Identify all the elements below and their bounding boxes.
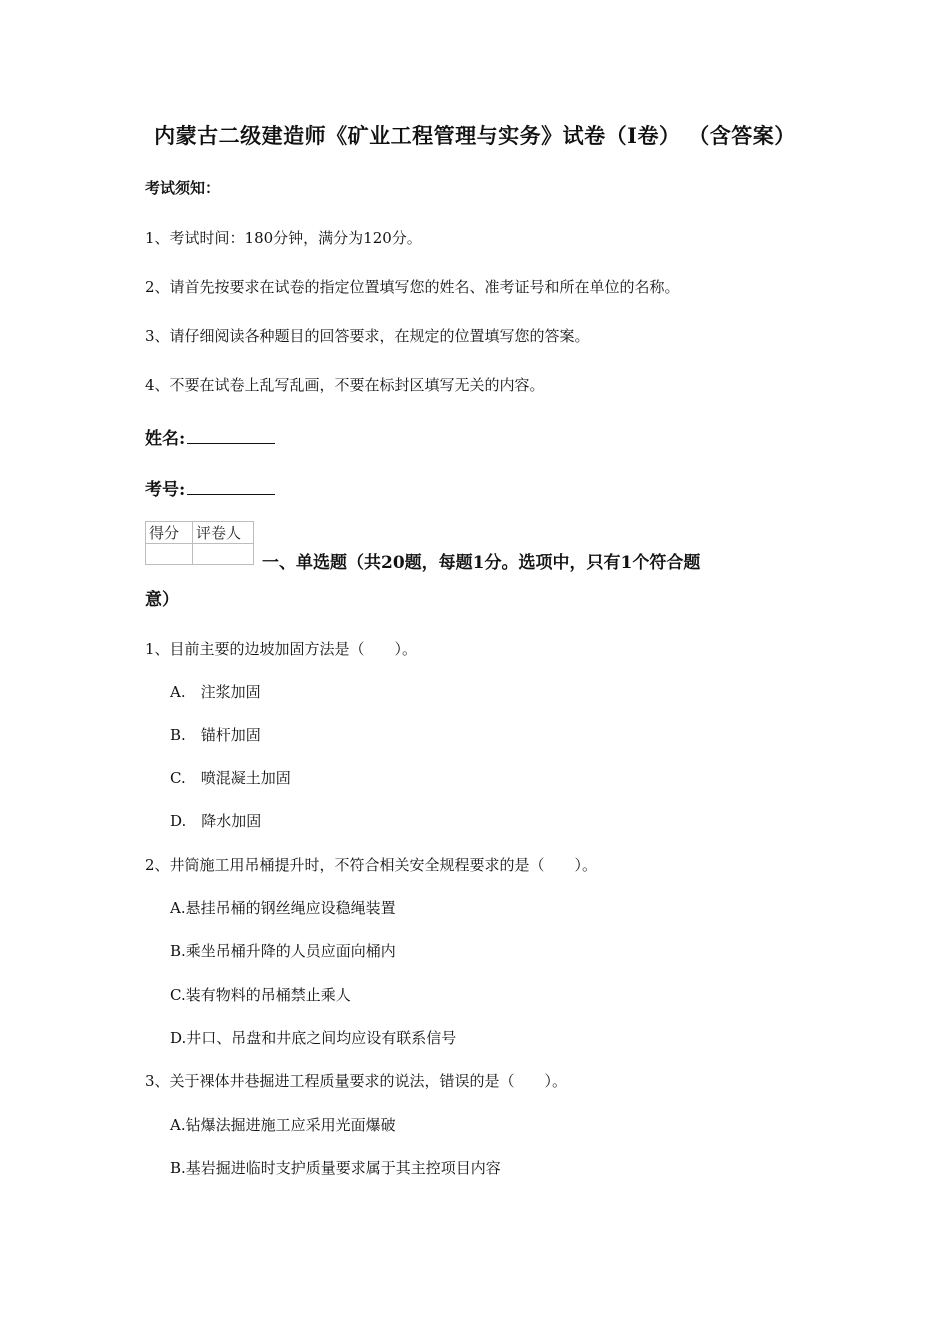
notice-item: 2、请首先按要求在试卷的指定位置填写您的姓名、准考证号和所在单位的名称。	[145, 278, 680, 296]
name-blank[interactable]	[187, 428, 275, 444]
grader-header: 评卷人	[193, 522, 254, 544]
section-title: 一、单选题（共20题，每题1分。选项中，只有1个符合题	[262, 553, 701, 573]
notice-item: 1、考试时间：180分钟，满分为120分。	[145, 229, 422, 247]
score-header: 得分	[146, 522, 193, 544]
question-option[interactable]: B.基岩掘进临时支护质量要求属于其主控项目内容	[170, 1159, 501, 1177]
score-cell[interactable]	[146, 544, 193, 565]
notice-heading: 考试须知：	[145, 179, 221, 197]
question-stem: 3、关于裸体井巷掘进工程质量要求的说法，错误的是（ ）。	[145, 1072, 568, 1090]
page-title: 内蒙古二级建造师《矿业工程管理与实务》试卷（I卷） （含答案）	[154, 123, 796, 148]
name-label: 姓名:	[145, 429, 186, 449]
question-option[interactable]: A.钻爆法掘进施工应采用光面爆破	[170, 1116, 396, 1134]
question-option[interactable]: A.悬挂吊桶的钢丝绳应设稳绳装置	[170, 899, 396, 917]
question-option[interactable]: D.井口、吊盘和井底之间均应设有联系信号	[170, 1029, 457, 1047]
name-field[interactable]	[145, 424, 275, 449]
question-option[interactable]: D. 降水加固	[170, 812, 262, 830]
question-option[interactable]: C. 喷混凝土加固	[170, 769, 291, 787]
notice-item: 4、不要在试卷上乱写乱画，不要在标封区填写无关的内容。	[145, 376, 545, 394]
grader-cell[interactable]	[193, 544, 254, 565]
exam-id-field[interactable]	[145, 475, 275, 500]
section-title-continued: 意）	[145, 590, 179, 610]
notice-item: 3、请仔细阅读各种题目的回答要求，在规定的位置填写您的答案。	[145, 327, 590, 345]
question-stem: 1、目前主要的边坡加固方法是（ ）。	[145, 640, 418, 658]
exam-id-blank[interactable]	[187, 479, 275, 495]
question-option[interactable]: B.乘坐吊桶升降的人员应面向桶内	[170, 942, 396, 960]
question-option[interactable]: A. 注浆加固	[170, 683, 261, 701]
question-stem: 2、井筒施工用吊桶提升时，不符合相关安全规程要求的是（ ）。	[145, 856, 598, 874]
question-option[interactable]: B. 锚杆加固	[170, 726, 261, 744]
score-table	[145, 521, 254, 565]
exam-id-label: 考号:	[145, 480, 186, 500]
question-option[interactable]: C.装有物料的吊桶禁止乘人	[170, 986, 351, 1004]
